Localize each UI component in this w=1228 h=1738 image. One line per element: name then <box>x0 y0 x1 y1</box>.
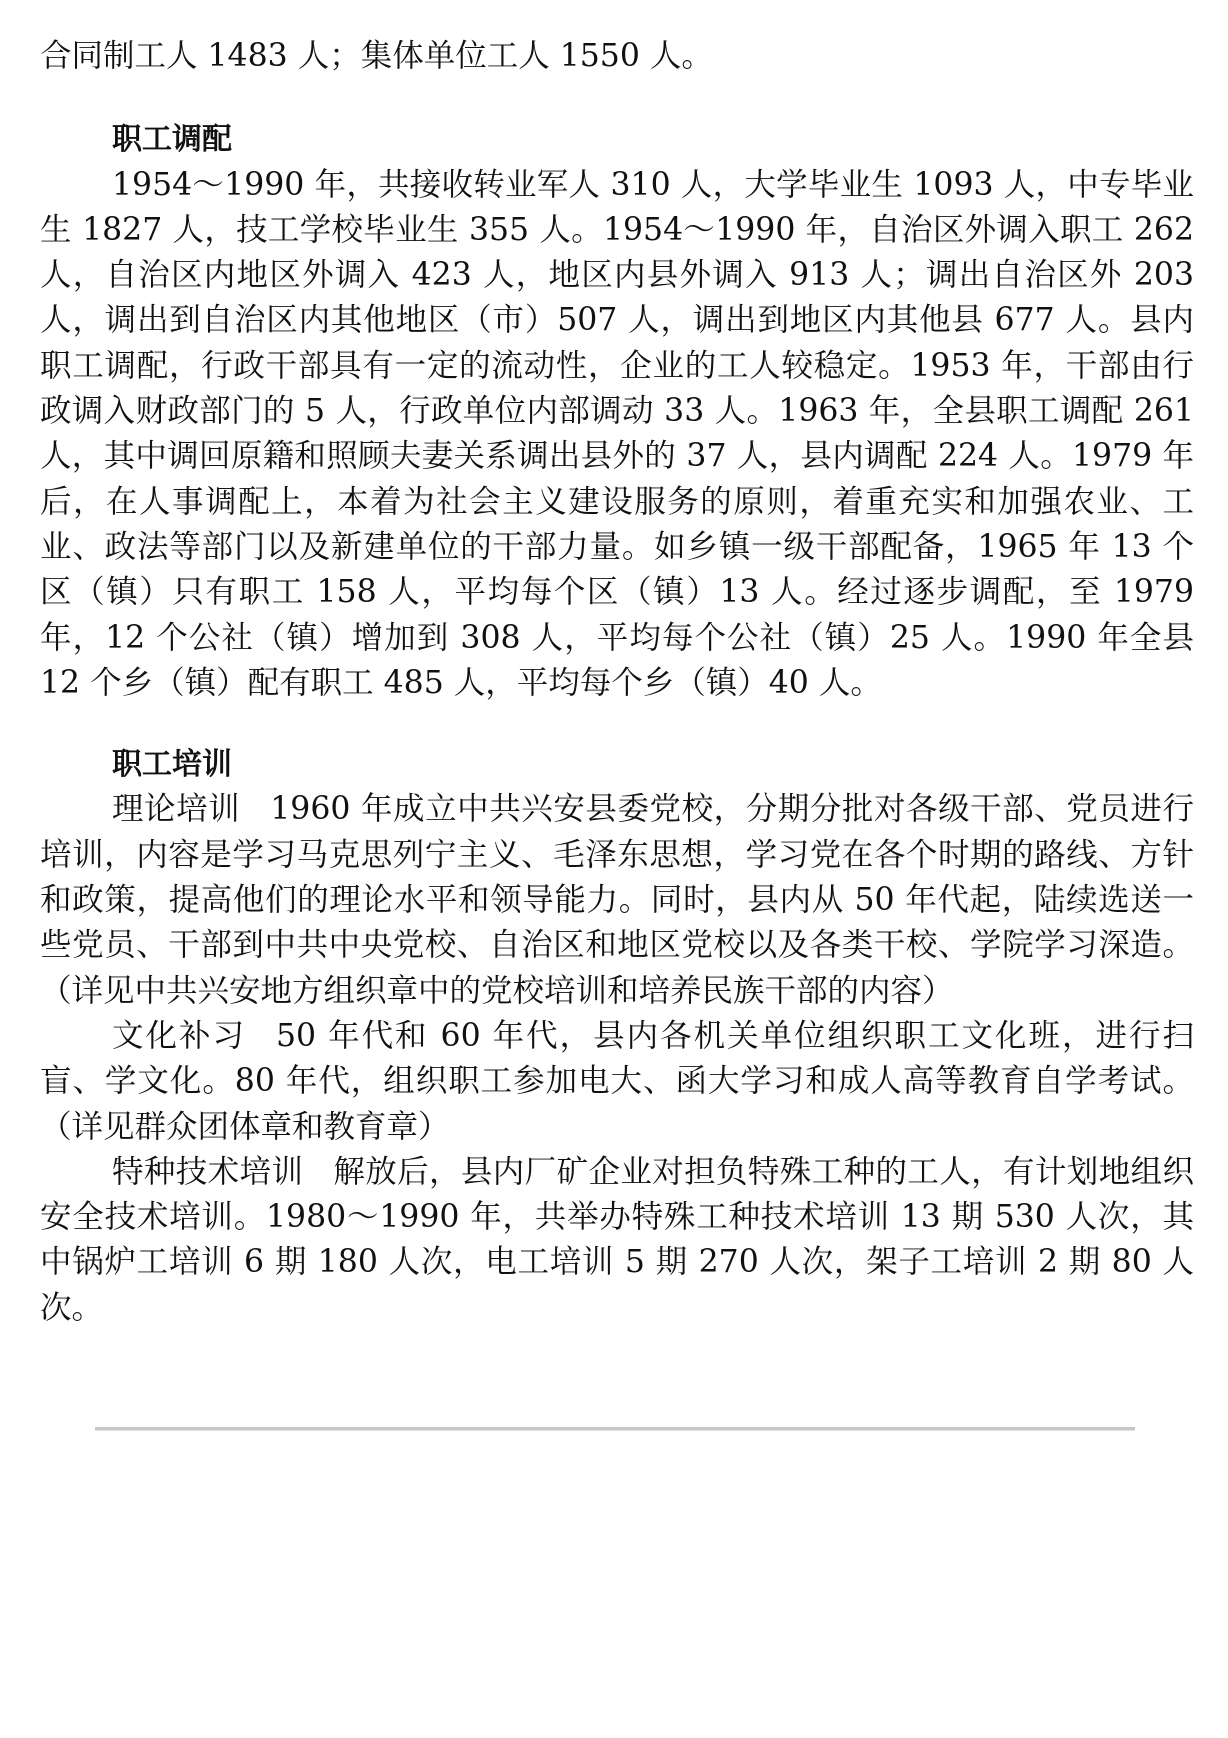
subsection-title-theory: 理论培训 <box>112 791 241 828</box>
training-paragraph-theory <box>40 787 1194 1013</box>
subsection-text-culture: 50 年代和 60 年代，县内各机关单位组织职工文化班，进行扫盲、学文化。80 年代，组织职工参加电大、函大学习和成人高等教育自学考试。（详见群众团体章和教育章） <box>40 1017 1194 1145</box>
spacer <box>40 79 1194 117</box>
section-heading-staff-training: 职工培训 <box>112 747 232 783</box>
document-page <box>40 34 1194 1331</box>
subsection-text-theory: 1960 年成立中共兴安县委党校，分期分批对各级干部、党员进行培训，内容是学习马克思列宁主义、毛泽东思想，学习党在各个时期的路线、方针和政策，提高他们的理论水平和领导能力。同时，县内从 50 年代起，陆续选送一些党员、干部到中共中央党校、自治区和地区党校以及各类干校、学院学习深造。（详见中共兴安地方组织章中的党校培训和培养民族干部的内容） <box>40 791 1194 1009</box>
section-heading-staff-allocation: 职工调配 <box>112 122 232 158</box>
subsection-text-special: 解放后，县内厂矿企业对担负特殊工种的工人，有计划地组织安全技术培训。1980～1990 年，共举办特殊工种技术培训 13 期 530 人次，其中锅炉工培训 6 期 180 人次，电工培训 5 期 270 人次，架子工培训 2 期 80 人次。 <box>40 1153 1194 1326</box>
staff-allocation-paragraph: 1954～1990 年，共接收转业军人 310 人，大学毕业生 1093 人，中专毕业生 1827 人，技工学校毕业生 355 人。1954～1990 年，自治区外调入职工 262 人，自治区内地区外调入 423 人，地区内县外调入 913 人；调出自治区外 203 人，调出到自治区内其他地区（市）507 人，调出到地区内其他县 677 人。县内职工调配，行政干部具有一定的流动性，企业的工人较稳定。1953 年，干部由行政调入财政部门的 5 人，行政单位内部调动 33 人。1963 年，全县职工调配 261 人，其中调回原籍和照顾夫妻关系调出县外的 37 人，县内调配 224 人。1979 年后，在人事调配上，本着为社会主义建设服务的原则，着重充实和加强农业、工业、政法等部门以及新建单位的干部力量。如乡镇一级干部配备，1965 年 13 个区（镇）只有职工 158 人，平均每个区（镇）13 人。经过逐步调配，至 1979 年，12 个公社（镇）增加到 308 人，平均每个公社（镇）25 人。1990 年全县 12 个乡（镇）配有职工 485 人，平均每个乡（镇）40 人。 <box>40 166 1194 701</box>
opening-paragraph: 合同制工人 1483 人；集体单位工人 1550 人。 <box>40 38 713 74</box>
spacer <box>40 706 1194 742</box>
page-divider <box>95 1427 1135 1431</box>
training-paragraph-culture <box>40 1014 1194 1150</box>
subsection-title-culture: 文化补习 <box>112 1017 246 1054</box>
training-paragraph-special <box>40 1150 1194 1331</box>
subsection-title-special: 特种技术培训 <box>112 1153 304 1190</box>
